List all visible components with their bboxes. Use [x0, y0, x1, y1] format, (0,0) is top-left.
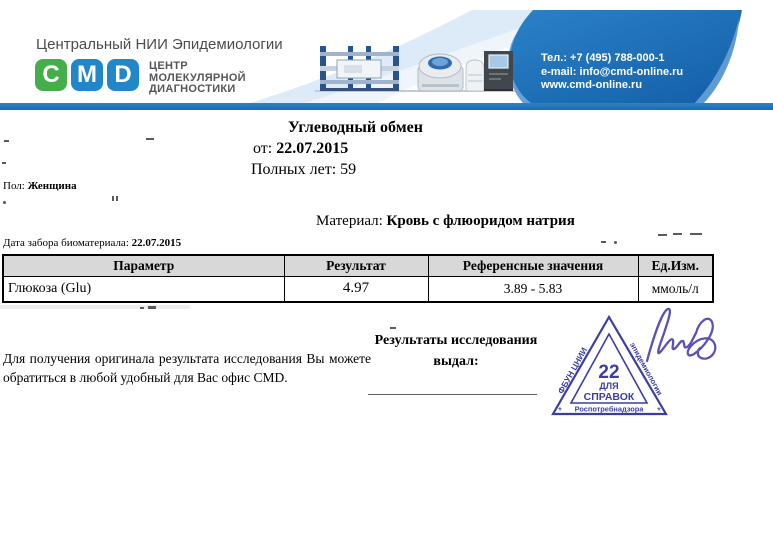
redaction-artifact [146, 138, 154, 140]
column-header-reference: Референсные значения [428, 255, 638, 276]
redaction-artifact [4, 140, 9, 142]
sampling-date-line [3, 237, 181, 249]
redaction-artifact [390, 327, 396, 329]
redaction-smear [0, 305, 190, 309]
stamp-star-right: * [657, 406, 661, 417]
redaction-artifact [690, 233, 702, 235]
age-label: Полных лет: [251, 161, 337, 178]
logo-letter-m: M [71, 59, 103, 91]
cell-result: 4.97 [284, 276, 428, 302]
sex-line [3, 180, 77, 192]
issued-by-block [372, 330, 540, 372]
stamp-left-text: ФБУН ЦНИИ [555, 345, 590, 396]
date-value: 22.07.2015 [276, 140, 349, 157]
report-date-line [253, 140, 348, 158]
original-result-note: Для получения оригинала результата исследования Вы можете обратиться в любой удобный для Вас офис CMD. [3, 351, 371, 385]
sampling-value: 22.07.2015 [131, 237, 182, 249]
redaction-artifact [3, 201, 6, 204]
thermal-cycler-icon [418, 54, 463, 91]
date-label: от: [253, 140, 273, 157]
stamp-bottom-text: Роспотребнадзора [574, 404, 644, 414]
cmd-logo [35, 59, 139, 91]
stamp-star-left: * [558, 406, 562, 417]
sex-label: Пол: [3, 180, 25, 192]
material-label: Материал: [316, 213, 383, 229]
age-line [251, 161, 356, 179]
redaction-artifact [2, 162, 6, 164]
sex-value: Женщина [27, 180, 77, 192]
contact-phone: Тел.: +7 (495) 788-000-1 [541, 52, 665, 64]
redaction-artifact [140, 307, 144, 309]
age-value: 59 [340, 161, 357, 178]
redaction-artifact [116, 196, 118, 201]
report-title: Углеводный обмен [288, 119, 423, 136]
center-name [149, 61, 246, 96]
table-row [3, 276, 713, 302]
contact-website: www.cmd-online.ru [541, 79, 643, 91]
stamp-line2: СПРАВОК [583, 391, 635, 403]
center-name-line2: МОЛЕКУЛЯРНОЙ [149, 71, 246, 84]
stamp-number: 22 [598, 362, 620, 383]
logo-letter-c: C [35, 59, 67, 91]
column-header-unit: Ед.Изм. [638, 255, 713, 276]
column-header-parameter: Параметр [3, 255, 284, 276]
sampling-label: Дата забора биоматериала: [3, 237, 129, 249]
redaction-artifact [112, 196, 114, 201]
center-name-line3: ДИАГНОСТИКИ [149, 83, 236, 95]
cell-parameter: Глюкоза (Glu) [3, 276, 284, 302]
cell-reference: 3.89 - 5.83 [428, 276, 638, 302]
redaction-artifact [601, 241, 606, 243]
institute-name: Центральный НИИ Эпидемиологии [36, 36, 283, 53]
redaction-artifact [148, 306, 156, 309]
material-line [316, 213, 575, 230]
issued-by-line1: Результаты исследования [374, 333, 538, 348]
column-header-result: Результат [284, 255, 428, 276]
header-divider-bar [0, 103, 773, 110]
stamp-right-text: эпидемиологии [627, 340, 665, 397]
results-table [2, 254, 714, 303]
stamp-line1: ДЛЯ [599, 381, 619, 391]
contact-email: e-mail: info@cmd-online.ru [541, 65, 684, 78]
center-name-line1: ЦЕНТР [149, 60, 188, 72]
contact-info [541, 52, 683, 93]
redaction-artifact [614, 241, 617, 244]
cell-unit: ммоль/л [638, 276, 713, 302]
material-value: Кровь с флюоридом натрия [386, 213, 575, 229]
redaction-artifact [673, 233, 682, 235]
logo-letter-d: D [107, 59, 139, 91]
table-header-row [3, 255, 713, 276]
issued-by-line2: выдал: [433, 354, 479, 369]
handwritten-signature [638, 301, 726, 373]
redaction-artifact [658, 234, 667, 236]
signature-line: __________________________ [368, 381, 537, 396]
